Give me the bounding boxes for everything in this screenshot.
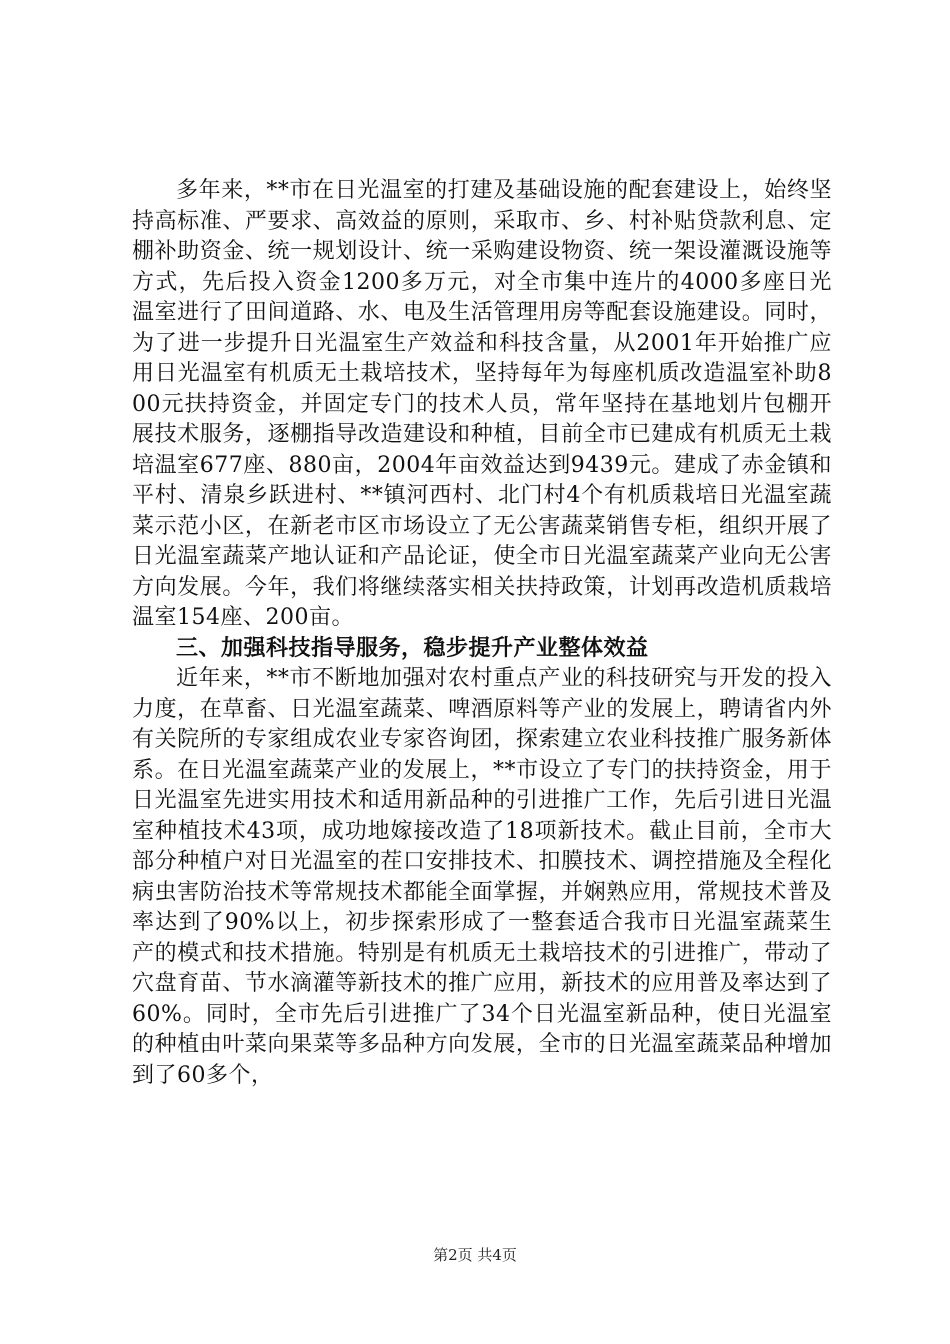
paragraph-technology: 近年来，**市不断地加强对农村重点产业的科技研究与开发的投入力度，在草畜、日光温室蔬菜、啤酒原料等产业的发展上，聘请省内外有关院所的专家组成农业专家咨询团，探索建立农业科技推广服务新体系。在日光温室蔬菜产业的发展上，**市设立了专门的扶持资金，用于日光温室先进实用技术和适用新品种的引进推广工作，先后引进日光温室种植技术43项，成功地嫁接改造了18项新技术。截止目前，全市大部分种植户对日光温室的茬口安排技术、扣膜技术、调控措施及全程化病虫害防治技术等常规技术都能全面掌握，并娴熟应用，常规技术普及率达到了90%以上，初步探索形成了一整套适合我市日光温室蔬菜生产的模式和技术措施。特别是有机质无土栽培技术的引进推广，带动了穴盘育苗、节水滴灌等新技术的推广应用，新技术的应用普及率达到了60%。同时，全市先后引进推广了34个日光温室新品种，使日光温室的种植由叶菜向果菜等多品种方向发展，全市的日光温室蔬菜品种增加到了60多个，	[132, 666, 832, 1088]
paragraph-facilities: 多年来，**市在日光温室的打建及基础设施的配套建设上，始终坚持高标准、严要求、高效益的原则，采取市、乡、村补贴贷款利息、定棚补助资金、统一规划设计、统一采购建设物资、统一架设灌溉设施等方式，先后投入资金1200多万元，对全市集中连片的4000多座日光温室进行了田间道路、水、电及生活管理用房等配套设施建设。同时，为了进一步提升日光温室生产效益和科技含量，从2001年开始推广应用日光温室有机质无土栽培技术，坚持每年为每座机质改造温室补助800元扶持资金，并固定专门的技术人员，常年坚持在基地划片包棚开展技术服务，逐棚指导改造建设和种植，目前全市已建成有机质无土栽培温室677座、880亩，2004年亩效益达到9439元。建成了赤金镇和平村、清泉乡跃进村、**镇河西村、北门村4个有机质栽培日光温室蔬菜示范小区，在新老市区市场设立了无公害蔬菜销售专柜，组织开展了日光温室蔬菜产地认证和产品论证，使全市日光温室蔬菜产业向无公害方向发展。今年，我们将继续落实相关扶持政策，计划再改造机质栽培温室154座、200亩。	[132, 178, 832, 630]
page-footer: 第2页 共4页	[433, 1246, 517, 1264]
document-body	[132, 176, 832, 1091]
section-heading-3: 三、加强科技指导服务，稳步提升产业整体效益	[176, 635, 649, 661]
